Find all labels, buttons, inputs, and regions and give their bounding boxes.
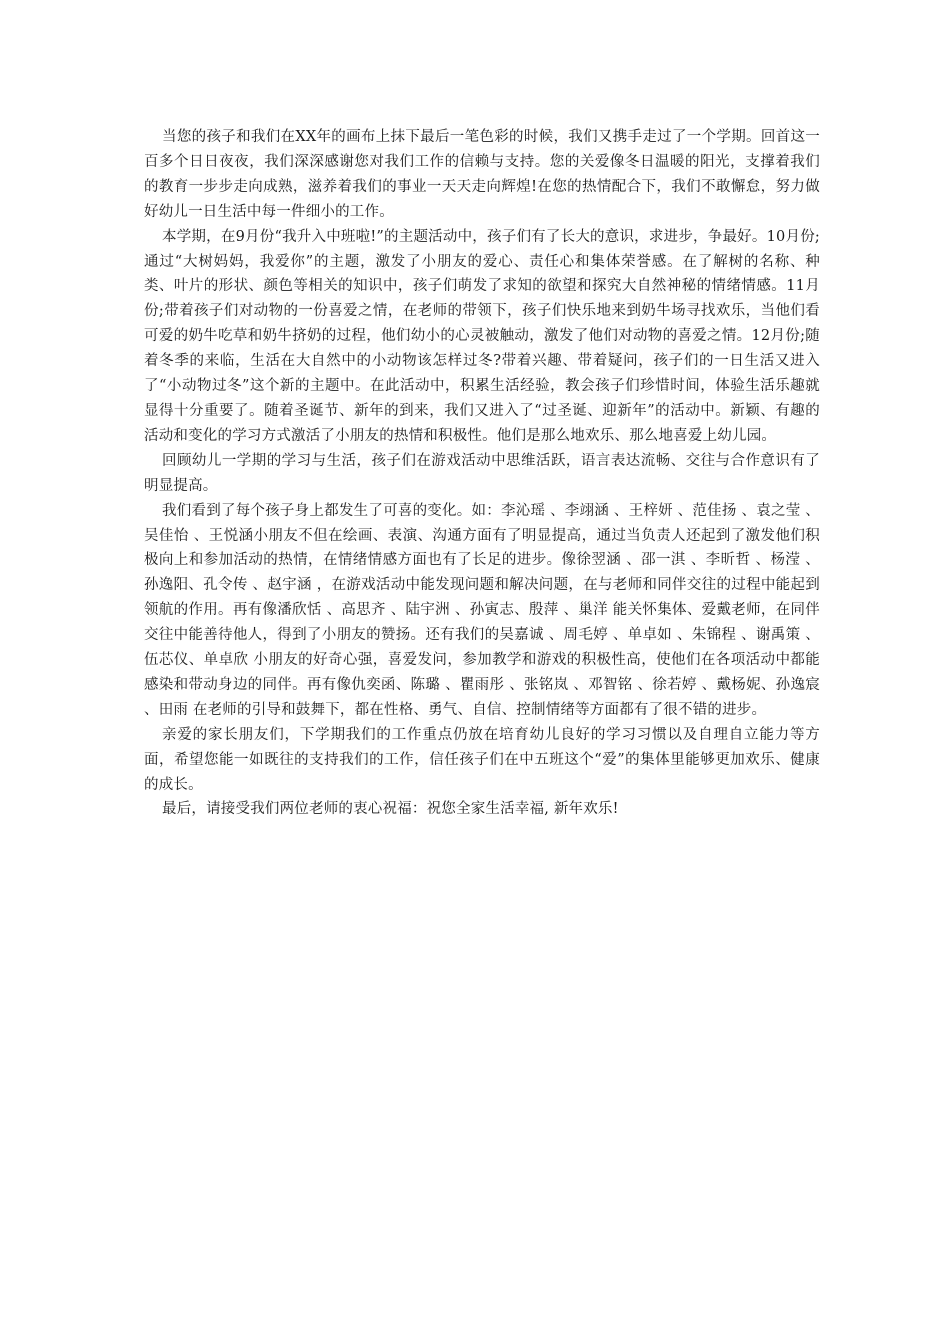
letter-body (144, 125, 820, 822)
paragraph-closing-wishes: 最后，请接受我们两位老师的衷心祝福：祝您全家生活幸福, 新年欢乐! (162, 801, 619, 818)
paragraph-children-progress: 我们看到了每个孩子身上都发生了可喜的变化。如：李沁瑶 、李翊涵 、王梓妍 、范佳扬 、袁之莹 、吴佳怡 、王悦涵小朋友不但在绘画、表演、沟通方面有了明显提高，通过当负责人还起到了激发他们积极向上和参加活动的热情，在情绪情感方面也有了长足的进步。像徐翌涵 、邵一淇 、李昕哲 、杨滢 、孙逸阳、孔令传 、赵宇涵 ，在游戏活动中能发现问题和解决问题，在与老师和同伴交往的过程中能起到领航的作用。再有像潘欣恬 、高思齐 、陆宇洲 、孙寅志、殷萍 、巢洋 能关怀集体、爱戴老师，在同伴交往中能善待他人，得到了小朋友的赞扬。还有我们的吴嘉诚 、周毛婷 、单卓如 、朱锦程 、谢禹策 、伍芯仪、单卓欣 小朋友的好奇心强，喜爱发问，参加教学和游戏的积极性高，使他们在各项活动中都能感染和带动身边的同伴。再有像仇奕函、陈璐 、瞿雨彤 、张铭岚 、邓智铭 、徐若婷 、戴杨妮、孙逸宸 、田雨 在老师的引导和鼓舞下，都在性格、勇气、自信、控制情绪等方面都有了很不错的进步。 (144, 502, 820, 718)
paragraph-semester-themes: 本学期，在9月份“我升入中班啦!”的主题活动中，孩子们有了长大的意识，求进步，争最好。10月份;通过“大树妈妈，我爱你”的主题，激发了小朋友的爱心、责任心和集体荣誉感。在了解树的名称、种类、叶片的形状、颜色等相关的知识中，孩子们萌发了求知的欲望和探究大自然神秘的情绪情感。11月份;带着孩子们对动物的一份喜爱之情，在老师的带领下，孩子们快乐地来到奶牛场寻找欢乐，当他们看可爱的奶牛吃草和奶牛挤奶的过程，他们幼小的心灵被触动，激发了他们对动物的喜爱之情。12月份;随着冬季的来临，生活在大自然中的小动物该怎样过冬?带着兴趣、带着疑问，孩子们的一日生活又进入了“小动物过冬”这个新的主题中。在此活动中，积累生活经验，教会孩子们珍惜时间，体验生活乐趣就显得十分重要了。随着圣诞节、新年的到来，我们又进入了“过圣诞、迎新年”的活动中。新颖、有趣的活动和变化的学习方式激活了小朋友的热情和积极性。他们是那么地欢乐、那么地喜爱上幼儿园。 (144, 228, 820, 444)
paragraph-intro: 当您的孩子和我们在XX年的画布上抹下最后一笔色彩的时候，我们又携手走过了一个学期。回首这一百多个日日夜夜，我们深深感谢您对我们工作的信赖与支持。您的关爱像冬日温暖的阳光，支撑着我们的教育一步步走向成熟，滋养着我们的事业一天天走向辉煌!在您的热情配合下，我们不敢懈怠，努力做好幼儿一日生活中每一件细小的工作。 (144, 129, 820, 220)
paragraph-review: 回顾幼儿一学期的学习与生活，孩子们在游戏活动中思维活跃，语言表达流畅、交往与合作意识有了明显提高。 (144, 452, 820, 494)
paragraph-next-semester: 亲爱的家长朋友们，下学期我们的工作重点仍放在培育幼儿良好的学习习惯以及自理自立能力等方面，希望您能一如既往的支持我们的工作，信任孩子们在中五班这个“爱”的集体里能够更加欢乐、健康的成长。 (144, 726, 820, 793)
